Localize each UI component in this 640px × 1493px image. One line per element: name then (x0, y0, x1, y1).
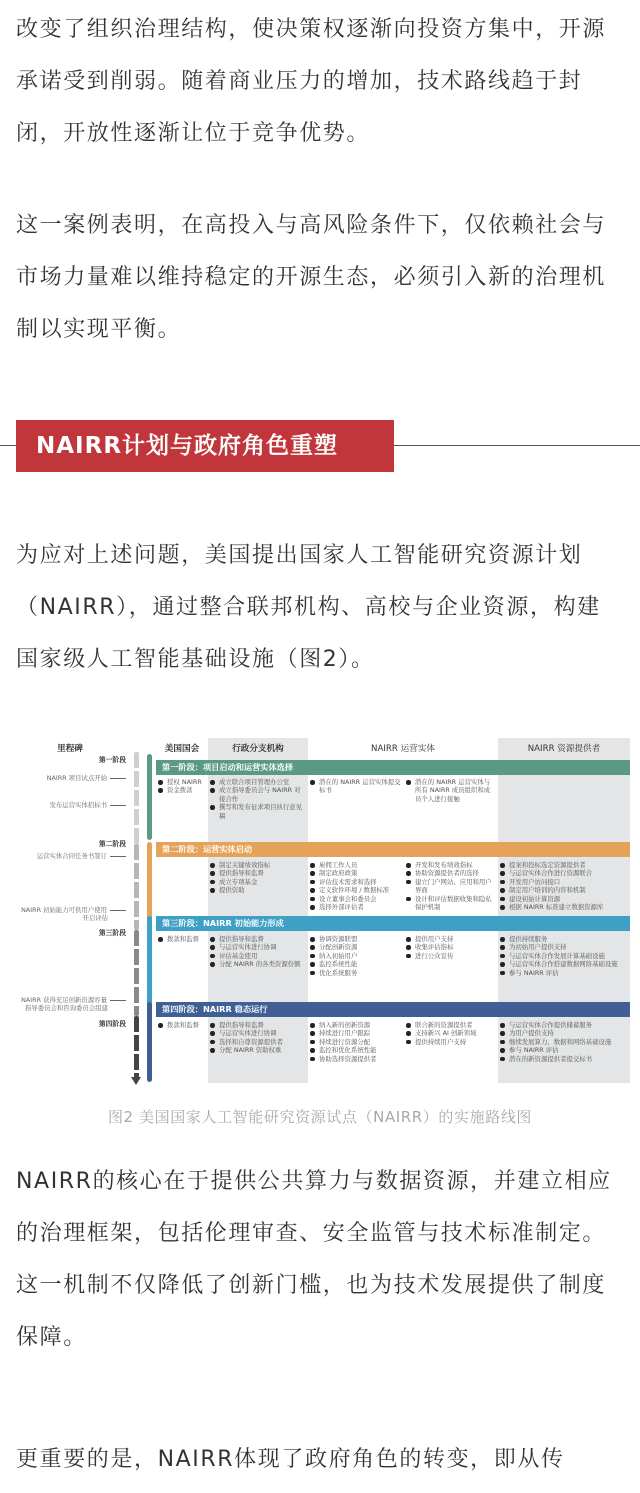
paragraph-case-conclusion: 这一案例表明，在高投入与高风险条件下，仅依赖社会与市场力量难以维持稳定的开源生态，必须引入新的治理机制以实现平衡。 (16, 213, 607, 342)
phase-4-congress: 拨款和监督 (158, 1021, 208, 1029)
phase-4-operator-a: 纳入新的创新资源 持续进行用户跟踪 持续进行资源分配 监控和优化系统性能 协助选择资源提供者 (310, 1021, 402, 1063)
phase-4-band: 第四阶段：NAIRR 稳态运行 (156, 1002, 630, 1017)
phase-mark-1: 第一阶段 (98, 756, 126, 764)
milestone-committees: 指导委员会和咨询委员会组建 (24, 1004, 108, 1012)
phase-3-congress: 拨款和监督 (158, 935, 208, 943)
phase-3-executive: 提供指导和监督 与运营实体进行协调 评估基金使用 分配 NAIRR 的各类资源份额 (210, 935, 306, 969)
phase-1-congress: 授权 NAIRR 资金拨款 (158, 778, 208, 795)
phase-4-executive: 提供指导和监督 与运营实体进行协调 选择和自尊资源提供者 分配 NAIRR 资助权重 (210, 1021, 306, 1055)
milestone-pilot-start: NAIRR 项目试点开始 (47, 774, 126, 782)
milestone-contract-signed: 运营实体合同任务书签订 (37, 852, 126, 860)
paragraph-nairr-core: NAIRR的核心在于提供公共算力与数据资源，并建立相应的治理框架，包括伦理审查、安全监管与技术标准制定。这一机制不仅降低了创新门槛，也为技术发展提供了制度保障。 (16, 1169, 612, 1350)
timeline-track-1 (134, 752, 139, 844)
phase-1-operator-a: 潜在的 NAIRR 运营实体提交标书 (310, 778, 402, 795)
phase-1-band: 第一阶段：项目启动和运营实体选择 (156, 760, 630, 775)
phase-4-bar (147, 1002, 152, 1082)
column-header-provider: NAIRR 资源提供者 (527, 744, 601, 754)
phase-2-operator-a: 雇佣工作人员 制定政府政策 评估技术需求和选择 定义软件环境 / 数据标准 设立董事会和委员会 选择外部评估者 (310, 861, 402, 911)
milestone-initial-capacity: NAIRR 初始能力可供用户使用 (21, 906, 126, 914)
column-header-executive: 行政分支机构 (232, 744, 284, 754)
timeline-arrow-icon (131, 1077, 141, 1085)
paragraph-government-role: 更重要的是，NAIRR体现了政府角色的转变，即从传 (16, 1447, 565, 1472)
phase-4-operator-b: 联合新的资源提供者 支持新兴 AI 创新领域 提供持续用户支持 (406, 1021, 496, 1046)
milestone-rfp: 发布运营实体招标书 (49, 801, 126, 809)
phase-3-bar (147, 916, 152, 1006)
timeline-track-4 (134, 1016, 139, 1078)
timeline-track-3 (134, 930, 139, 1016)
phase-3-band: 第三阶段：NAIRR 初始能力形成 (156, 916, 630, 931)
phase-mark-4: 第四阶段 (98, 1020, 126, 1028)
phase-4-provider: 与运营实体合作提供储蓄服务 为用户提供支持 继续发展算力、数据和网络基础设施 参与 NAIRR 评估 潜在的新资源提供者提交标书 (500, 1021, 630, 1063)
column-header-milestones: 里程碑 (57, 744, 83, 754)
phase-3-provider: 提供持续服务 为初始用户提供支持 与运营实体合作发展计算基础设施 与运营实体合作搭建数据网络基础设施 参与 NAIRR 评估 (500, 935, 630, 977)
milestones-timeline (21, 738, 140, 1088)
phase-mark-2: 第二阶段 (98, 840, 126, 848)
phase-2-operator-b: 开发和发布绩效指标 协助资源提供者的选择 建立门户网站、应用和用户界面 设计和评估数据收集和隐私保护机制 (406, 861, 496, 911)
column-header-congress: 美国国会 (164, 744, 200, 754)
phase-2-band: 第二阶段：运营实体启动 (156, 842, 630, 857)
timeline-track-2 (134, 844, 139, 930)
column-header-operator: NAIRR 运营实体 (371, 744, 435, 754)
milestone-evaluation: 开启评估 (82, 914, 108, 922)
phase-3-operator-a: 协调资源联盟 分配创新资源 纳入初始用户 监控系统性能 优化系统服务 (310, 935, 402, 977)
phase-2-executive: 制定关键绩效指标 提供指导和监督 成立专项基金 提供资助 (210, 861, 306, 895)
nairr-roadmap-figure (21, 738, 630, 1088)
section-heading-label: NAIRR计划与政府角色重塑 (16, 420, 394, 472)
phase-1-executive: 成立联合项目管理办公室 成立指导委员会与 NAIRR 对接合作 撰写和发布征求项目执行意见稿 (210, 778, 306, 820)
paragraph-governance-shift: 改变了组织治理结构，使决策权逐渐向投资方集中，开源承诺受到削弱。随着商业压力的增加，技术路线趋于封闭，开放性逐渐让位于竞争优势。 (16, 17, 607, 146)
phase-3-operator-b: 提供用户支持 收集评估指标 进行公众宣传 (406, 935, 496, 960)
phase-2-provider: 提案和投标选定资源提供者 与运营实体合作进行资源联合 开发用户访问接口 制定用户培训的内容和机制 建设初始计算资源 根据 NAIRR 标准建立数据资源库 (500, 861, 630, 911)
milestone-capacity-reached: NAIRR 获得充足创新资源容量 (21, 996, 126, 1004)
paragraph-nairr-intro: 为应对上述问题，美国提出国家人工智能研究资源计划（NAIRR），通过整合联邦机构、高校与企业资源，构建国家级人工智能基础设施（图2）。 (16, 543, 601, 672)
phase-mark-3: 第三阶段 (98, 929, 126, 937)
phase-1-bar (147, 754, 152, 840)
section-heading (0, 420, 640, 472)
phase-1-operator-b: 潜在的 NAIRR 运营实体与所有 NAIRR 成员组织和成员个人进行接触 (406, 778, 496, 803)
figure-caption: 图2 美国国家人工智能研究资源试点（NAIRR）的实施路线图 (107, 1108, 533, 1126)
